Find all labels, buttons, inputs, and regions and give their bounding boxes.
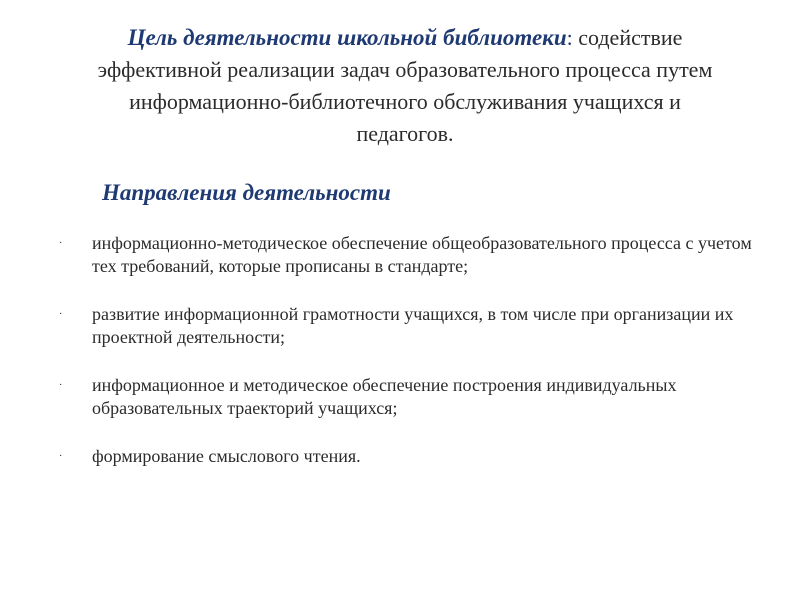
goal-title-colon: : bbox=[566, 25, 573, 50]
list-item bbox=[56, 374, 756, 420]
goal-block bbox=[90, 22, 720, 150]
list-item-text: формирование смыслового чтения. bbox=[92, 446, 361, 466]
list-item-text: развитие информационной грамотности учащихся, в том числе при организации их проектной деятельности; bbox=[92, 304, 734, 347]
list-item-text: информационно-методическое обеспечение общеобразовательного процесса с учетом тех требований, которые прописаны в стандарте; bbox=[92, 233, 752, 276]
directions-title: Направления деятельности bbox=[102, 180, 391, 205]
bullet-icon: · bbox=[59, 380, 63, 391]
bullet-icon: · bbox=[59, 451, 63, 462]
list-item bbox=[56, 232, 756, 278]
list-item-text: информационное и методическое обеспечение построения индивидуальных образовательных траекторий учащихся; bbox=[92, 375, 677, 418]
bullet-icon: · bbox=[59, 238, 63, 249]
goal-text: содействие эффективной реализации задач образовательного процесса путем информационно-библиотечного обслуживания учащихся и педагогов. bbox=[97, 25, 713, 146]
goal-title: Цель деятельности школьной библиотеки bbox=[127, 25, 567, 50]
list-item bbox=[56, 445, 756, 468]
directions-list bbox=[56, 232, 756, 468]
list-item bbox=[56, 303, 756, 349]
bullet-icon: · bbox=[59, 309, 63, 320]
